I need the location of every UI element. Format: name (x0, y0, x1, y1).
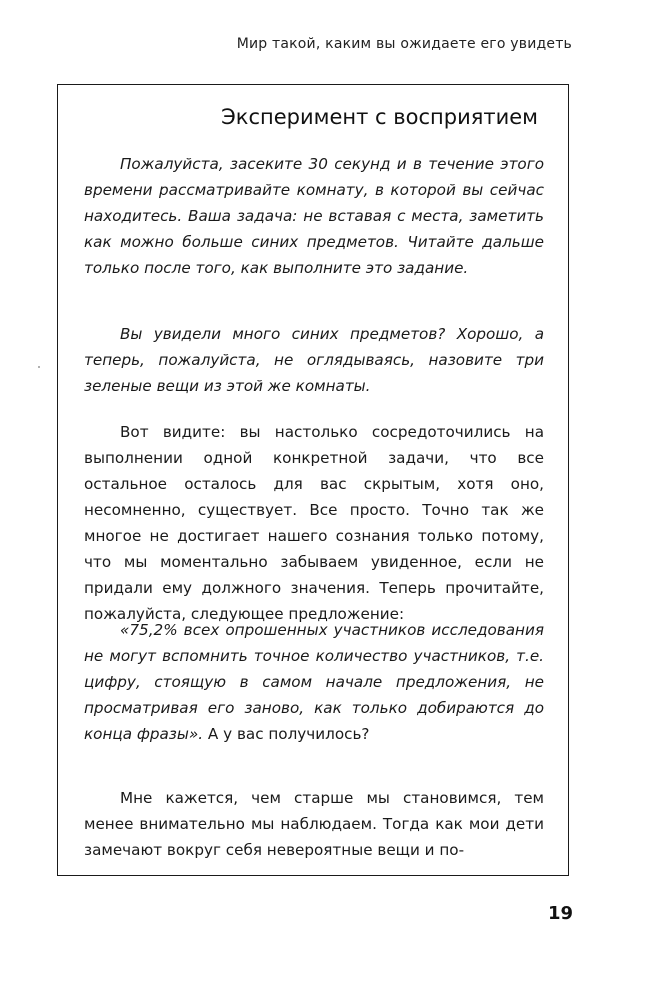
quote-text: «75,2% всех опрошенных участников исследования не могут вспомнить точное количество участников, т.е. цифру, стоящую в самом начале предложения, не просматривая его заново, как только добираются до конца фразы». (84, 621, 544, 743)
paragraph-explanation: Вот видите: вы настолько сосредоточились на выполнении одной конкретной задачи, что все остальное осталось для вас скрытым, хотя оно, несомненно, существует. Все просто. Точно так же многое не достигает нашего сознания только потому, что мы моментально забываем увиденное, если не придали ему должного значения. Теперь прочитайте, пожалуйста, следующее предложение: (84, 423, 544, 623)
paragraph-closing: Мне кажется, чем старше мы становимся, тем менее внимательно мы наблюдаем. Тогда как мои дети замечают вокруг себя невероятные вещи и по- (84, 789, 544, 859)
running-header: Мир такой, каким вы ожидаете его увидеть (236, 36, 572, 52)
paragraph-question: Вы увидели много синих предметов? Хорошо, а теперь, пожалуйста, не оглядываясь, назовите три зеленые вещи из этой же комнаты. (84, 325, 544, 395)
margin-speck (38, 366, 40, 368)
paragraph-quote (84, 617, 544, 747)
paragraph-instructions: Пожалуйста, засеките 30 секунд и в течение этого времени рассматривайте комнату, в которой вы сейчас находитесь. Ваша задача: не вставая с места, заметить как можно больше синих предметов. Читайте дальше только после того, как выполните это задание. (84, 155, 544, 277)
sidebar-box (57, 84, 569, 876)
quote-followup: А у вас получилось? (203, 725, 370, 743)
box-title: Эксперимент с восприятием (221, 105, 538, 129)
page-number: 19 (547, 903, 573, 924)
